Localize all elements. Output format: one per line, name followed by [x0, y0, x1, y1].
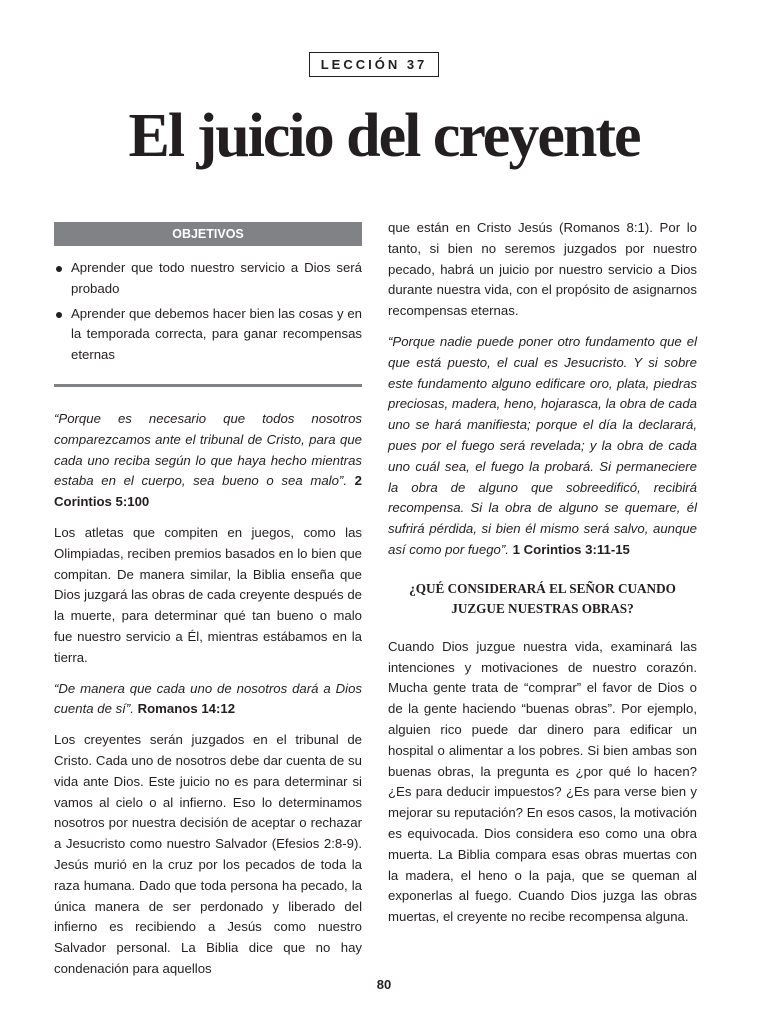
quote-text: “Porque es necesario que todos nosotros comparezcamos ante el tribunal de Cristo, para que cada uno reciba según lo que haya hecho mientras estaba en el cuerpo, sea bueno o sea malo”. [54, 410, 362, 489]
scripture-quote [54, 679, 362, 721]
section-heading-line: JUZGUE NUESTRAS OBRAS? [451, 600, 634, 616]
objectives-header: OBJETIVOS [54, 222, 362, 246]
objective-item: Aprender que debemos hacer bien las cosas y en la temporada correcta, para ganar recompensas eternas [54, 304, 362, 366]
objectives-divider [54, 384, 362, 387]
right-column [388, 218, 697, 938]
left-column [54, 218, 362, 990]
scripture-quote [388, 332, 697, 561]
scripture-quote [54, 409, 362, 513]
body-paragraph: Los atletas que compiten en juegos, como las Olimpiadas, reciben premios basados en lo bien que compitan. De manera similar, la Biblia enseña que Dios juzgará las obras de cada creyente después de la muerte, para determinar qué tan bueno o malo fue nuestro servicio a Él, mientras estábamos en la tierra. [54, 524, 362, 665]
page-title: El juicio del creyente [128, 102, 640, 170]
lesson-label: LECCIÓN 37 [309, 52, 439, 77]
section-heading [388, 579, 697, 619]
section-heading-line: ¿QUÉ CONSIDERARÁ EL SEÑOR CUANDO [409, 580, 676, 596]
body-paragraph: que están en Cristo Jesús (Romanos 8:1). Por lo tanto, si bien no seremos juzgados por nuestro pecado, habrá un juicio por nuestro servicio a Dios durante nuestra vida, con el propósito de asignarnos recompensas eternas. [388, 220, 697, 319]
quote-text: “Porque nadie puede poner otro fundamento que el que está puesto, el cual es Jesucristo. Y si sobre este fundamento alguno edificare oro, plata, piedras preciosas, madera, heno, hojarasca, la obra de cada uno se hará manifiesta; porque el día la declarará, pues por el fuego será revelada; y la obra de cada uno cuál sea, el fuego la probará. Si permaneciere la obra de alguno que sobreedificó, recibirá recompensa. Si la obra de alguno se quemare, él sufrirá pérdida, si bien él mismo será salvo, aunque así como por fuego”. [388, 333, 697, 557]
quote-reference: 1 Corintios 3:11-15 [512, 541, 630, 557]
quote-reference: Romanos 14:12 [137, 701, 236, 717]
page-number: 80 [376, 977, 392, 992]
objectives-list [54, 258, 362, 366]
quote-reference: 2 Corintios 5:100 [54, 473, 362, 510]
objective-item: Aprender que todo nuestro servicio a Dios será probado [54, 258, 362, 300]
body-paragraph: Los creyentes serán juzgados en el tribunal de Cristo. Cada uno de nosotros debe dar cuenta de su vida ante Dios. Este juicio no es para determinar si vamos al cielo o al infierno. Eso lo determinamos nosotros por nuestra decisión de aceptar o rechazar a Jesucristo como nuestro Salvador (Efesios 2:8-9). Jesús murió en la cruz por los pecados de toda la raza humana. Dado que toda persona ha pecado, la única manera de ser perdonado y liberado del infierno es recibiendo a Jesús como nuestro Salvador personal. La Biblia dice que no hay condenación para aquellos [54, 732, 362, 976]
quote-text: “De manera que cada uno de nosotros dará a Dios cuenta de sí”. [54, 680, 362, 717]
body-paragraph: Cuando Dios juzgue nuestra vida, examinará las intenciones y motivaciones de nuestro corazón. Mucha gente trata de “comprar” el favor de Dios o de la gente haciendo “buenas obras”. Por ejemplo, alguien rico puede dar dinero para edificar un hospital o alimentar a los pobres. Si bien ambas son buenas obras, la pregunta es ¿por qué lo hacen? ¿Es para deducir impuestos? ¿Es para verse bien y mejorar su reputación? En esos casos, la motivación es equivocada. Dios considera eso como una obra muerta. La Biblia compara esas obras muertas con la madera, el heno o la paja, que se queman al exponerlas al fuego. Cuando Dios juzga las obras muertas, el creyente no recibe recompensa alguna. [388, 638, 697, 925]
